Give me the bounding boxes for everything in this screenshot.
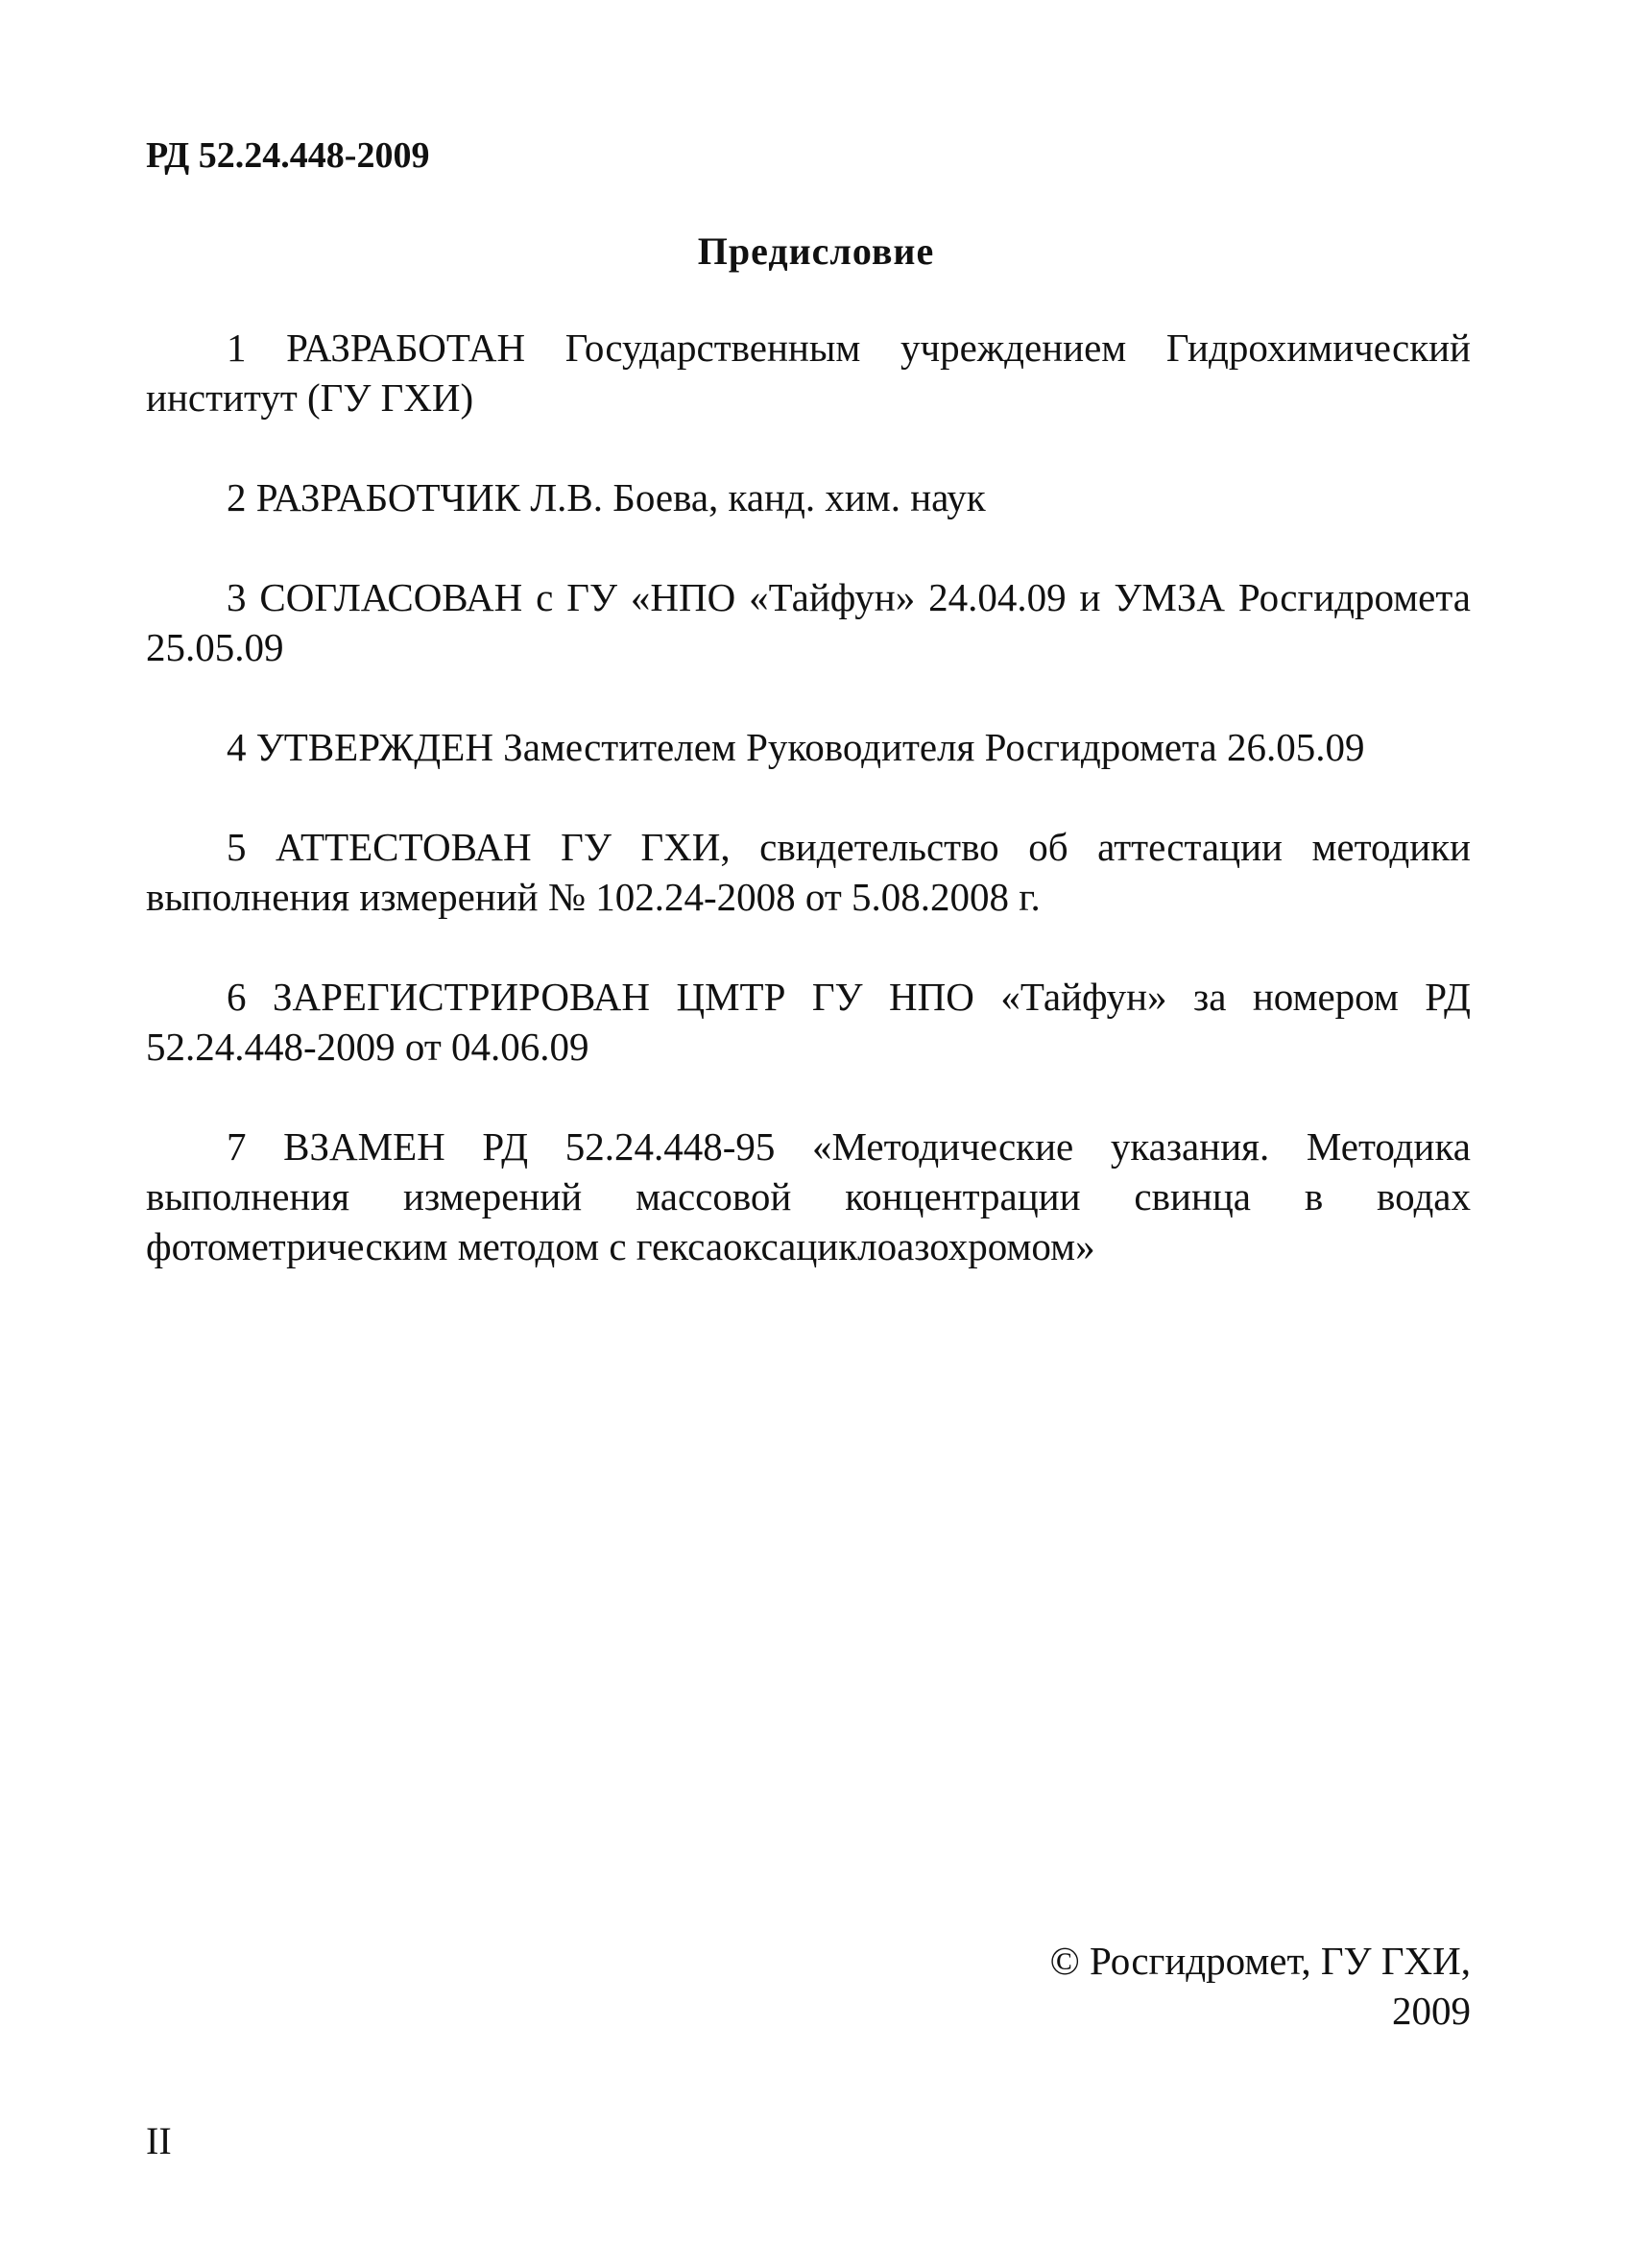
preface-item-replaces: 7 ВЗАМЕН РД 52.24.448-95 «Методические указания. Методика выполнения измерений массовой концентрации свинца в водах фотометрическим методом с гексаоксациклоазохромом» xyxy=(146,1124,1471,1268)
preface-list xyxy=(146,323,1471,1321)
page-number: II xyxy=(146,2119,172,2162)
preface-item-developed: 1 РАЗРАБОТАН Государственным учреждением Гидрохимический институт (ГУ ГХИ) xyxy=(146,326,1471,420)
copyright-line-year: 2009 xyxy=(1392,1989,1471,2033)
preface-item-agreed: 3 СОГЛАСОВАН с ГУ «НПО «Тайфун» 24.04.09 и УМЗА Росгидромета 25.05.09 xyxy=(146,575,1471,669)
preface-item-registered: 6 ЗАРЕГИСТРИРОВАН ЦМТР ГУ НПО «Тайфун» за номером РД 52.24.448-2009 от 04.06.09 xyxy=(146,975,1471,1069)
document-code: РД 52.24.448-2009 xyxy=(146,135,430,176)
preface-item-approved: 4 УТВЕРЖДЕН Заместителем Руководителя Росгидромета 26.05.09 xyxy=(227,725,1365,769)
copyright-notice xyxy=(799,1936,1471,2036)
preface-item-certified: 5 АТТЕСТОВАН ГУ ГХИ, свидетельство об аттестации методики выполнения измерений № 102.24-2008 от 5.08.2008 г. xyxy=(146,825,1471,919)
preface-item-developer: 2 РАЗРАБОТЧИК Л.В. Боева, канд. хим. наук xyxy=(227,475,986,519)
page-title: Предисловие xyxy=(697,229,935,273)
copyright-line-holders: © Росгидромет, ГУ ГХИ, xyxy=(1049,1939,1471,1983)
